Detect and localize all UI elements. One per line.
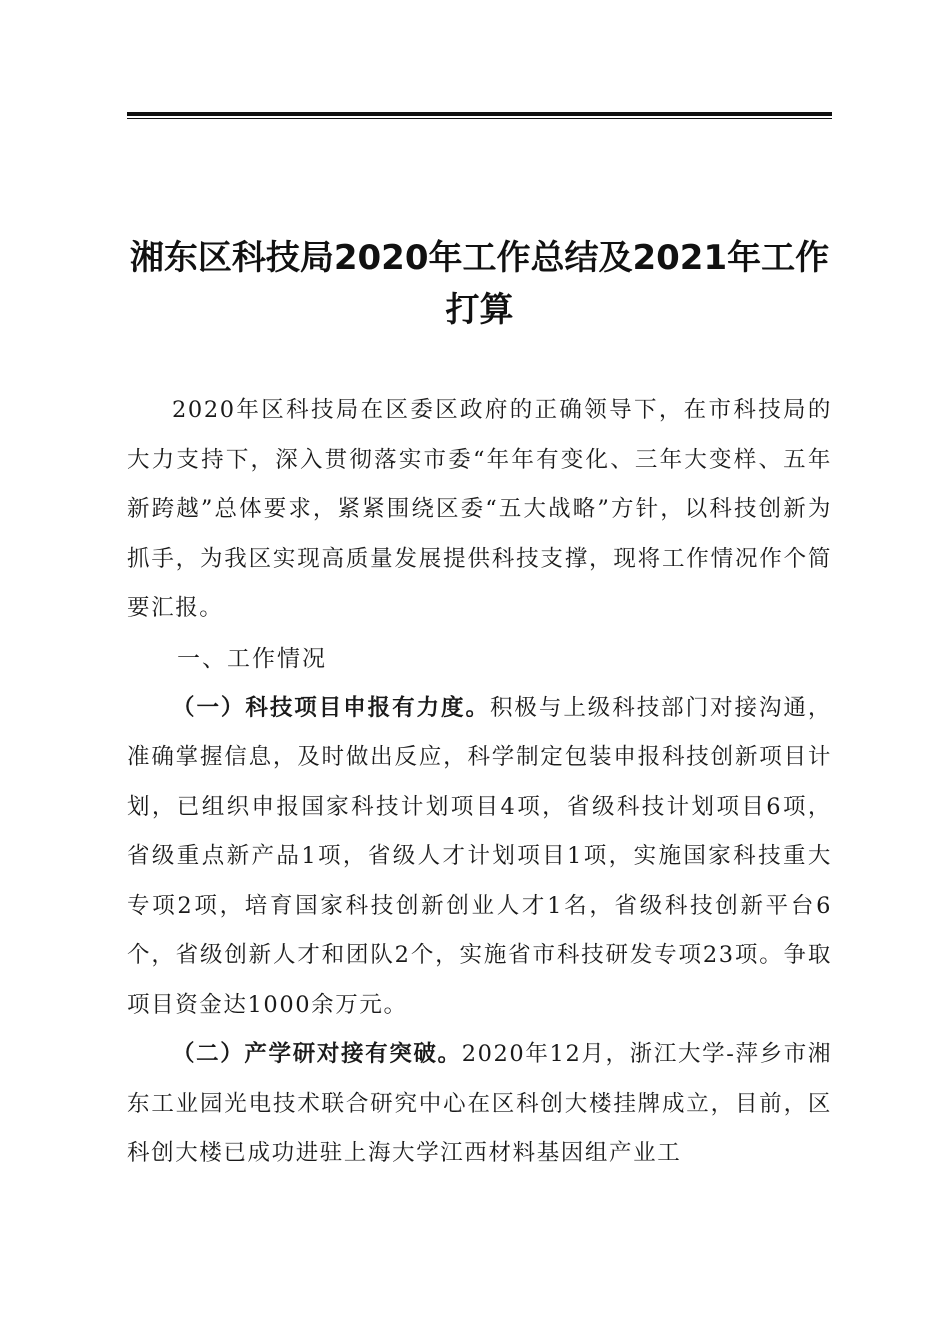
intro-paragraph: 2020年区科技局在区委区政府的正确领导下，在市科技局的大力支持下，深入贯彻落实市委“年年有变化、三年大变样、五年新跨越”总体要求，紧紧围绕区委“五大战略”方针，以科技创新为抓手，为我区实现高质量发展提供科技支撑，现将工作情况作个简要汇报。 xyxy=(127,397,832,621)
paragraph-item-1 xyxy=(127,684,832,1031)
item-1-lead: （一）科技项目申报有力度。 xyxy=(172,694,490,721)
section-heading-work-status: 一、工作情况 xyxy=(177,645,327,672)
header-double-rule xyxy=(127,112,832,119)
item-2-text: 2020年12月，浙江大学-萍乡市湘东工业园光电技术联合研究中心在区科创大楼挂牌成立，目前，区科创大楼已成功进驻上海大学江西材料基因组产业工 xyxy=(127,1041,833,1166)
header-rule-thick xyxy=(127,112,832,116)
document-title xyxy=(127,232,832,336)
document-title-line2: 打算 xyxy=(445,290,514,330)
document-body xyxy=(127,386,832,1179)
paragraph-item-2 xyxy=(127,1030,832,1179)
item-2-lead: （二）产学研对接有突破。 xyxy=(172,1041,462,1067)
item-1-text: 积极与上级科技部门对接沟通，准确掌握信息，及时做出反应，科学制定包装申报科技创新项目计划，已组织申报国家科技计划项目4项，省级科技计划项目6项，省级重点新产品1项，省级人才计划项目1项，实施国家科技重大专项2项，培育国家科技创新创业人才1名，省级科技创新平台6个，省级创新人才和团队2个，实施省市科技研发专项23项。争取项目资金达1000余万元。 xyxy=(127,694,832,1018)
document-title-line1: 湘东区科技局2020年工作总结及2021年工作 xyxy=(129,238,830,278)
header-rule-thin xyxy=(127,118,832,119)
